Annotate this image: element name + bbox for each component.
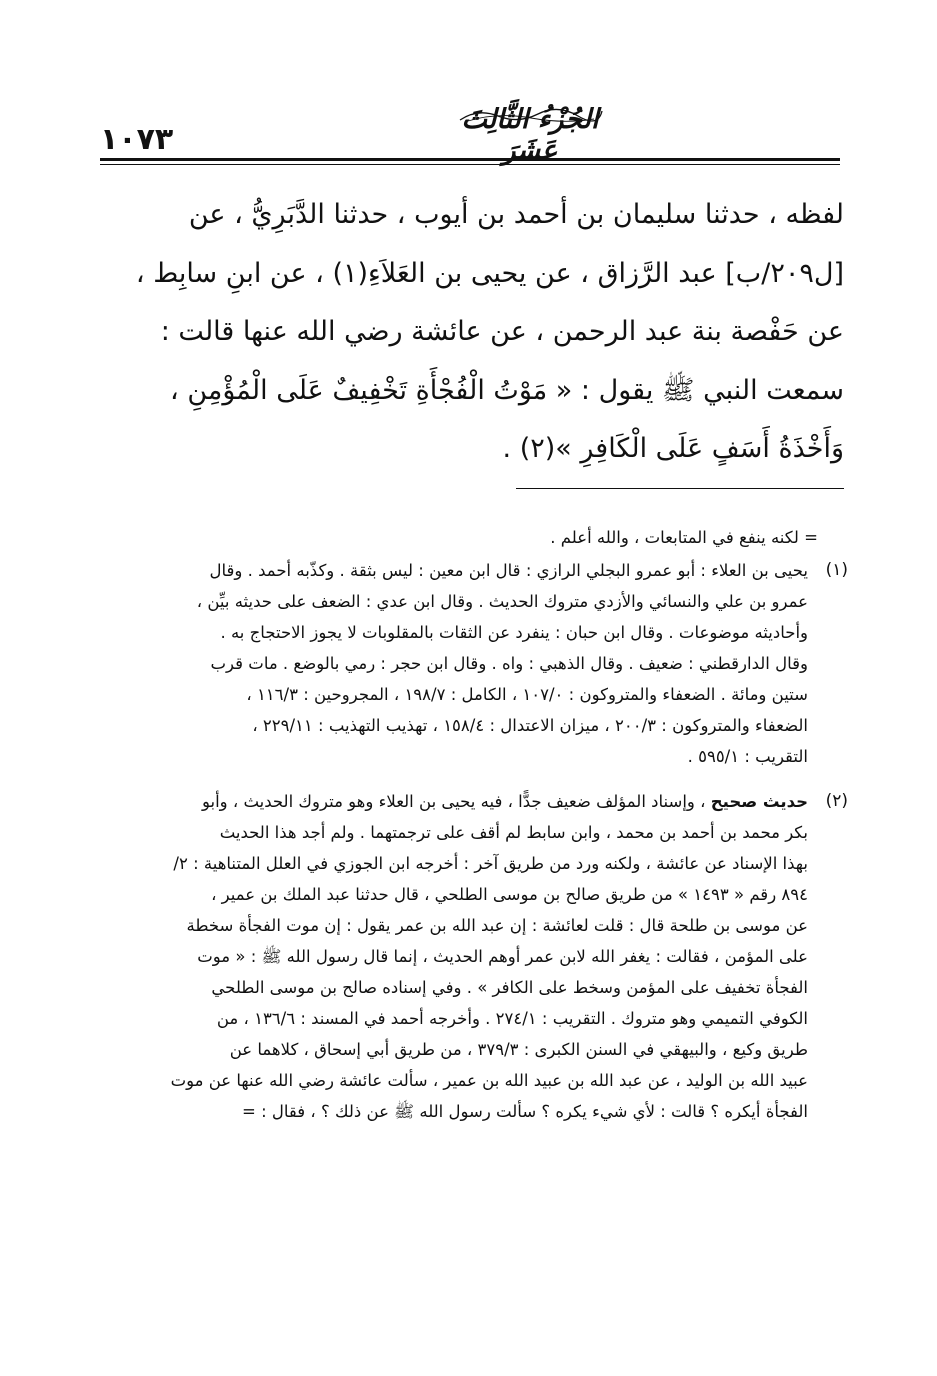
footnote-line: عمرو بن علي والنسائي والأزدي متروك الحديث . وقال ابن عدي : الضعف على حديثه بيِّن ، [196, 592, 808, 611]
footnote-line: الفجأة أيكره ؟ قالت : لأي شيء يكره ؟ سألت رسول الله ﷺ عن ذلك ؟ ، فقال : = [242, 1102, 808, 1121]
main-text-line: سمعت النبي ﷺ يقول : « مَوْتُ الْفُجْأَةِ تَخْفِيفٌ عَلَى الْمُؤْمِنِ ، [170, 374, 844, 406]
footnote-line: طريق وكيع ، والبيهقي في السنن الكبرى : ٣٧٩/٣ ، من طريق أبي إسحاق ، كلاهما عن [229, 1040, 808, 1059]
footnote-line: ستين ومائة . الضعفاء والمتروكون : ١٠٧/٠ ، الكامل : ١٩٨/٧ ، المجروحين : ١١٦/٣ ، [246, 685, 808, 704]
footnote-line: على المؤمن ، فقالت : يغفر الله لابن عمر أوهم الحديث ، إنما قال رسول الله ﷺ : « موت [197, 947, 808, 966]
main-text-line: [ل٢٠٩/ب] عبد الرَّزاق ، عن يحيى بن العَلاَءِ(١) ، عن ابنِ سابِط ، [135, 257, 844, 289]
footnote-line: بهذا الإسناد عن عائشة ، ولكنه ورد من طريق آخر : أخرجه ابن الجوزي في العلل المتناهية : ٢/ [173, 854, 808, 873]
footnote-separator [516, 488, 844, 489]
header-rule-thin [100, 164, 840, 165]
footnote-line: بكر محمد بن أحمد بن محمد ، وابن سابط لم أقف على ترجمتهما . ولم أجد هذا الحديث [219, 823, 808, 842]
footnote-line: الفجأة تخفيف على المؤمن وسخط على الكافر » . وفي إسناده صالح بن موسى الطلحي [211, 978, 808, 997]
footnote-continuation: = لكنه ينفع في المتابعات ، والله أعلم . [550, 528, 818, 547]
part-title: الجُزْءُ الثَّالِثَ عَشَرَ [461, 104, 599, 166]
running-head [100, 100, 840, 172]
main-text-line: عن حَفْصة بنة عبد الرحمن ، عن عائشة رضي الله عنها قالت : [160, 316, 844, 347]
footnotes [100, 522, 848, 1127]
main-text-line: لفظه ، حدثنا سليمان بن أحمد بن أيوب ، حدثنا الدَّبَرِيُّ ، عن [188, 199, 844, 230]
main-text [98, 186, 844, 479]
footnote-1 [100, 555, 848, 772]
footnote-line: عبيد الله بن الوليد ، عن عبد الله بن عبيد الله بن عمير ، سألت عائشة رضي الله عنها عن موت [170, 1071, 808, 1090]
footnote-line [100, 786, 808, 817]
footnote-marker: (٢) [825, 791, 848, 811]
footnote-marker: (١) [825, 560, 848, 580]
footnote-line: وقال الدارقطني : ضعيف . وقال الذهبي : واه . وقال ابن حجر : رمي بالوضع . مات قرب [210, 654, 808, 673]
footnote-2 [100, 786, 848, 1127]
footnote-line-rest: ، وإسناد المؤلف ضعيف جدًّا ، فيه يحيى بن العلاء وهو متروك الحديث ، وأبو [201, 792, 711, 811]
footnote-line: التقريب : ٥٩٥/١ . [687, 747, 808, 766]
footnote-body [100, 555, 848, 772]
footnote-line: الضعفاء والمتروكون : ٢٠٠/٣ ، ميزان الاعتدال : ١٥٨/٤ ، تهذيب التهذيب : ٢٢٩/١١ ، [252, 716, 808, 735]
footnote-line: ٨٩٤ رقم « ١٤٩٣ » من طريق صالح بن موسى الطلحي ، قال حدثنا عبد الملك بن عمير ، [211, 885, 808, 904]
page-number: ١٠٧٣ [100, 122, 174, 157]
footnote-line: يحيى بن العلاء : أبو عمرو البجلي الرازي : قال ابن معين : ليس بثقة . وكذّبه أحمد . وقال [209, 561, 808, 580]
footnote-verdict: حديث صحيح [710, 792, 808, 811]
footnote-line: الكوفي التميمي وهو متروك . التقريب : ٢٧٤/١ . وأخرجه أحمد في المسند : ١٣٦/٦ ، من [216, 1009, 808, 1028]
main-text-line: وَأَخْذَةُ أَسَفٍ عَلَى الْكَافِرِ »(٢) . [502, 433, 844, 464]
footnote-line: عن موسى بن طلحة قال : قلت لعائشة : إن عبد الله بن عمر يقول : إن موت الفجأة سخطة [186, 916, 808, 935]
footnote-line: وأحاديثه موضوعات . وقال ابن حبان : ينفرد عن الثقات بالمقلوبات لا يجوز الاحتجاج به . [220, 623, 808, 642]
footnote-body [100, 786, 848, 1127]
header-rule [100, 158, 840, 161]
